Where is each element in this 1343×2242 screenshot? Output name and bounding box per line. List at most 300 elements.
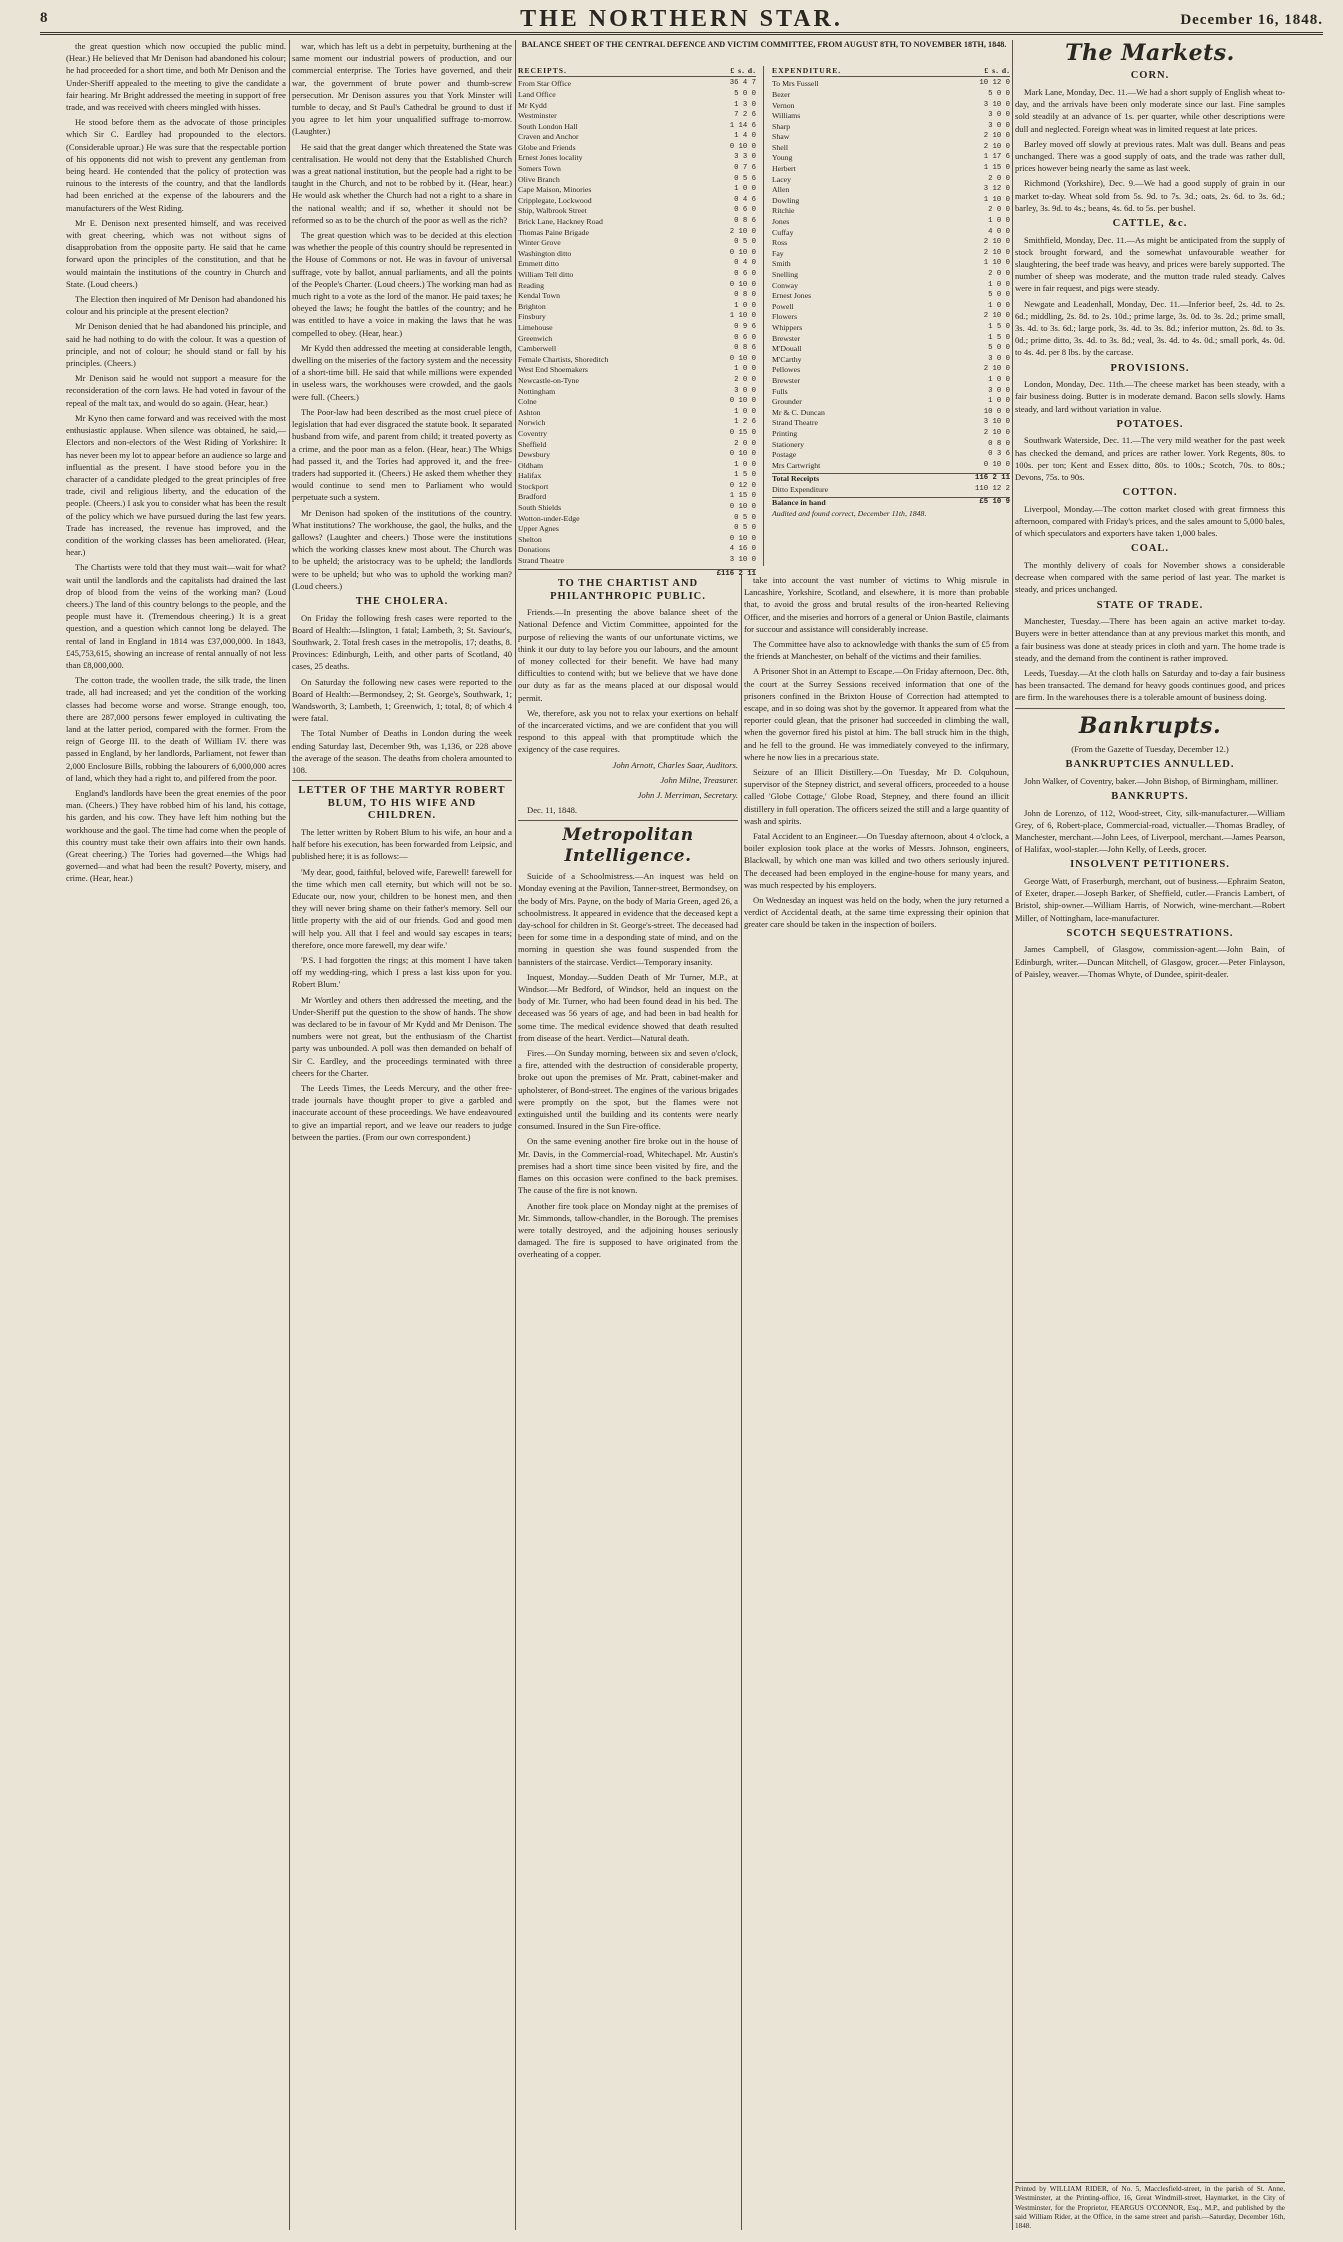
row-label: Nottingham bbox=[518, 386, 556, 396]
row-label: Sheffield bbox=[518, 439, 547, 449]
row-label: Pellowes bbox=[772, 365, 801, 375]
table-row bbox=[518, 429, 756, 440]
row-label: Whippers bbox=[772, 322, 803, 332]
paragraph: Smithfield, Monday, Dec. 11.—As might be anticipated from the supply of stock brought forward, and the somewhat unfavourable weather for slaughtering, the beef trade was heavy, and prices were barely supported. The number of sheep was moderate, and the mutton trade ruled steady. Calves were in fair request, and pigs were steady. bbox=[1015, 234, 1285, 294]
row-amount: 2 10 0 bbox=[729, 227, 756, 236]
row-label: Halifax bbox=[518, 471, 542, 481]
paragraph: 'My dear, good, faithful, beloved wife, Farewell! farewell for the time which men call eternity, but which will not be so. Educate our, now your, children to be honest men, and then they will never bring shame on their father's memory. Sell our little property with the aid of our friends. God and good men will help you. All that I feel and would say escapes in tears; therefore, once more farewell, my dear wife.' bbox=[292, 866, 512, 950]
row-label: Olive Branch bbox=[518, 174, 560, 184]
row-amount: 1 5 0 bbox=[734, 471, 756, 480]
table-row bbox=[772, 334, 1010, 345]
row-label: Globe and Friends bbox=[518, 142, 576, 152]
row-label: Sharp bbox=[772, 121, 791, 131]
row-label: Cripplegate, Lockwood bbox=[518, 195, 592, 205]
row-label: Ernest Jones locality bbox=[518, 153, 583, 163]
row-amount: 0 6 0 bbox=[734, 206, 756, 215]
paragraph: war, which has left us a debt in perpetuity, burthening at the same moment our industrial powers of production, and our commercial enterprise. The Tories have governed, and their war, the government of brute power and thumb-screw persecution. Mr Denison assures you that York Minster will tumble to decay, and St Paul's Cathedral be ground to dust if you agree to let him your unqualified suffrage to-morrow. (Laughter.) bbox=[292, 41, 512, 137]
column-1 bbox=[66, 40, 286, 2230]
table-row bbox=[772, 111, 1010, 122]
masthead bbox=[40, 6, 1323, 35]
summary-row bbox=[772, 485, 1010, 496]
paragraph: The letter written by Robert Blum to his wife, an hour and a half before his execution, has been forwarded from Leipsic, and published here; it is as follows:— bbox=[292, 826, 512, 862]
row-amount: 2 0 0 bbox=[734, 439, 756, 448]
row-label: Land Office bbox=[518, 89, 556, 99]
table-row bbox=[772, 450, 1010, 461]
row-label: Grounder bbox=[772, 397, 802, 407]
table-row bbox=[772, 418, 1010, 429]
summary-label: Total Receipts bbox=[772, 474, 820, 484]
table-row bbox=[772, 132, 1010, 143]
potatoes-heading: POTATOES. bbox=[1116, 418, 1184, 430]
row-amount: 4 0 0 bbox=[988, 227, 1010, 236]
row-label: Ross bbox=[772, 238, 788, 248]
table-row bbox=[772, 206, 1010, 217]
audit-note: Audited and found correct, December 11th, 1848. bbox=[772, 509, 927, 519]
corn-heading: CORN. bbox=[1130, 70, 1170, 82]
row-label: Cape Maison, Minories bbox=[518, 185, 592, 195]
row-amount: 0 5 0 bbox=[734, 238, 756, 247]
paragraph: Seizure of an Illicit Distillery.—On Tuesday, Mr D. Colquhoun, supervisor of the Stepney district, and several officers, proceeded to a house called 'Globe Cottage,' Globe Road, Stepney, and there found an illicit distillery in full operation. The officers seized the still and a large quantity of wash and spirits. bbox=[744, 767, 1009, 826]
table-row bbox=[772, 387, 1010, 398]
row-amount: 1 0 0 bbox=[988, 280, 1010, 289]
issue-date: December 16, 1848. bbox=[1180, 12, 1323, 28]
table-row bbox=[518, 281, 756, 292]
row-amount: 0 10 0 bbox=[729, 397, 756, 406]
row-label: Shell bbox=[772, 142, 789, 152]
row-label: Smith bbox=[772, 259, 791, 269]
cholera-heading: THE CHOLERA. bbox=[355, 595, 449, 607]
table-row bbox=[772, 365, 1010, 376]
table-row bbox=[518, 408, 756, 419]
row-amount: 1 5 0 bbox=[988, 333, 1010, 342]
row-label: Mr & C. Duncan bbox=[772, 407, 825, 417]
paragraph: Another fire took place on Monday night at the premises of Mr. Simmonds, tallow-chandler, in the Borough. The premises were totally destroyed, and the adjoining houses seriously damaged. The fire is supposed to have originated from the overheating of a copper. bbox=[518, 1200, 738, 1260]
summary-value: 110 12 2 bbox=[974, 484, 1010, 493]
table-row bbox=[518, 175, 756, 186]
table-row bbox=[518, 90, 756, 101]
row-amount: 0 10 0 bbox=[729, 248, 756, 257]
summary-label: Balance in hand bbox=[772, 498, 826, 508]
row-amount: 5 0 0 bbox=[734, 89, 756, 98]
cotton-heading: COTTON. bbox=[1122, 487, 1178, 499]
paragraph: A Prisoner Shot in an Attempt to Escape.—On Friday afternoon, Dec. 8th, the court at the Surrey Sessions received information that one of the prisoners confined in the Brixton House of Correction had attempted to escape, and in so doing was shot by the governor. It appeared from what the reporter could glean, that the prisoner had succeeded in climbing the wall, when the governor fired his pistol at him. The ball struck him in the thigh, and he fell to the ground. He was immediately conveyed to the infirmary, where he now lies in a precarious state. bbox=[744, 666, 1009, 762]
row-amount: 1 0 0 bbox=[734, 185, 756, 194]
table-row bbox=[518, 376, 756, 387]
row-label: Coventry bbox=[518, 428, 548, 438]
row-label: Kendal Town bbox=[518, 291, 560, 301]
row-amount: 0 5 0 bbox=[734, 513, 756, 522]
table-row bbox=[772, 228, 1010, 239]
row-label: Stockport bbox=[518, 481, 549, 491]
column-3 bbox=[518, 574, 738, 2230]
row-amount: 1 15 0 bbox=[729, 492, 756, 501]
signature: John J. Merriman, Secretary. bbox=[637, 790, 738, 801]
row-label: Colne bbox=[518, 397, 537, 407]
row-label: Norwich bbox=[518, 418, 546, 428]
table-row bbox=[772, 122, 1010, 133]
paragraph: Fires.—On Sunday morning, between six and seven o'clock, a fire, attended with the destruction of considerable property, broke out upon the premises of Mr. Pratt, cabinet-maker and upholsterer, of Bond-street. The engines of the various brigades were promptly on the spot, but the flames were not extinguished until the building and its contents were nearly consumed. Insured in the Sun Fire-office. bbox=[518, 1048, 738, 1132]
row-label: M'Carthy bbox=[772, 354, 802, 364]
table-row bbox=[518, 482, 756, 493]
paragraph: On Friday the following fresh cases were reported to the Board of Health:—Islington, 1 fatal; Lambeth, 3; St. Saviour's, Southwark, 2. Total fresh cases in the metropolis, 17; deaths, 8. Provinces: Edinburgh, Leith, and other parts of Scotland, 40 cases, 25 deaths. bbox=[292, 612, 512, 672]
paragraph: The Committee have also to acknowledge with thanks the sum of £5 from the friends at Manchester, on behalf of the victims and their families. bbox=[744, 639, 1009, 662]
row-amount: 0 6 0 bbox=[734, 270, 756, 278]
dateline: Dec. 11, 1848. bbox=[527, 805, 578, 816]
row-label: Mrs Cartwright bbox=[772, 460, 821, 470]
row-label: Brighton bbox=[518, 301, 546, 311]
table-row bbox=[772, 440, 1010, 451]
row-amount: 3 10 0 bbox=[983, 100, 1010, 109]
table-row bbox=[518, 545, 756, 556]
row-label: M'Douall bbox=[772, 344, 802, 354]
row-label: Greenwich bbox=[518, 333, 553, 343]
row-label: Cuffay bbox=[772, 227, 794, 237]
table-row bbox=[518, 461, 756, 472]
row-amount: 1 0 0 bbox=[988, 397, 1010, 406]
divider bbox=[1015, 708, 1285, 709]
row-label: Williams bbox=[772, 111, 801, 121]
paragraph: Mr Kydd then addressed the meeting at considerable length, dwelling on the miseries of the factory system and the necessity of a short-time bill. He said that while millions were expended in useless wars, the workhouses were crowded, and the gaols were full. (Cheers.) bbox=[292, 342, 512, 402]
row-amount: 4 16 0 bbox=[729, 545, 756, 554]
summary-row bbox=[772, 497, 1010, 509]
gazette-note: (From the Gazette of Tuesday, December 12.) bbox=[1071, 744, 1229, 755]
paragraph: He said that the great danger which threatened the State was centralisation. He would not deny that the Established Church was a great national institution, but the people had a right to be taught in the Church, and not to be robbed by it. (Hear, hear.) He would ask whether the Church had not a right to a share in the national wealth; and if so, whether it should not be reformed so as to be the church of the poor as well as the rich? bbox=[292, 141, 512, 225]
sequestrations-heading: SCOTCH SEQUESTRATIONS. bbox=[1066, 927, 1234, 939]
table-row bbox=[518, 302, 756, 313]
table-row bbox=[518, 323, 756, 334]
row-amount: 1 5 0 bbox=[988, 322, 1010, 331]
row-label: Flowers bbox=[772, 312, 798, 322]
annulled-heading: BANKRUPTCIES ANNULLED. bbox=[1065, 759, 1235, 771]
table-row bbox=[518, 355, 756, 366]
table-row bbox=[518, 153, 756, 164]
row-amount: 1 4 0 bbox=[734, 132, 756, 141]
paragraph: George Watt, of Fraserburgh, merchant, out of business.—Ephraim Seaton, of Exeter, draper.—Joseph Barker, of Sheffield, cutler.—Francis Lambert, of Bristol, ship-owner.—William Harris, of Norwich, wine-merchant.—Robert Miller, of Nottingham, lace-manufacturer. bbox=[1015, 876, 1285, 923]
paragraph: Richmond (Yorkshire), Dec. 9.—We had a good supply of grain in our market to-day. Wheat sold from 5s. 9d. to 7s. 3d.; oats, 2s. 6d. to 3s. 6d.; barley, 3s. 9d. to 4s.; beans, 4s. 6d. to 5s. per bushel. bbox=[1015, 178, 1285, 213]
table-row bbox=[518, 440, 756, 451]
row-amount: 0 12 0 bbox=[729, 481, 756, 490]
table-row bbox=[772, 376, 1010, 387]
row-label: To Mrs Fussell bbox=[772, 79, 819, 89]
row-label: South London Hall bbox=[518, 121, 578, 131]
table-row bbox=[518, 535, 756, 546]
row-label: Ritchie bbox=[772, 206, 795, 216]
table-row bbox=[772, 185, 1010, 196]
row-amount: 1 17 6 bbox=[983, 153, 1010, 162]
paragraph: Friends.—In presenting the above balance sheet of the National Defence and Victim Committee, appointed for the purpose of relieving the wants of our unfortunate victims, we think it our duty to lay before you our labours, and the amount of money collected for their benefit. We have had many difficulties to contend with; but we believe that we have done our duty as far as the means placed at our disposal would permit. bbox=[518, 607, 738, 703]
paragraph: The cotton trade, the woollen trade, the silk trade, the linen trade, all had increased; and yet the condition of the working classes had become worse and worse. Strange enough, too, there are 287,000 persons fewer employed in cultivating the land at the latter period, compared with the former. From the reign of George III. to the death of William IV. there was passed in England, by her landlords, Parliament, not fewer than 2,000 Enclosure Bills, robbing the labourers of 6,000,000 acres of land, which they had a right to, and pilfered from the poor. bbox=[66, 675, 286, 783]
table-row bbox=[518, 228, 756, 239]
expenditure-header bbox=[772, 66, 1010, 77]
row-amount: 0 8 0 bbox=[734, 291, 756, 300]
row-label: Limehouse bbox=[518, 322, 553, 332]
insolvent-heading: INSOLVENT PETITIONERS. bbox=[1070, 859, 1230, 871]
receipts-table bbox=[518, 66, 756, 578]
row-amount: 0 6 0 bbox=[734, 333, 756, 342]
row-amount: 0 10 0 bbox=[729, 503, 756, 512]
row-amount: 0 8 6 bbox=[734, 344, 756, 353]
letter-heading: LETTER OF THE MARTYR ROBERT BLUM, TO HIS WIFE AND CHILDREN. bbox=[298, 785, 506, 822]
row-amount: 0 3 6 bbox=[988, 450, 1010, 459]
row-label: Donations bbox=[518, 545, 551, 555]
row-amount: 10 12 0 bbox=[979, 79, 1010, 88]
row-label: Vernon bbox=[772, 100, 795, 110]
row-amount: 7 2 6 bbox=[734, 111, 756, 120]
paragraph: the great question which now occupied the public mind. (Hear.) He believed that Mr Denison had abandoned his colour; he had proceeded for a short time, and both Mr Denison and the Under-Sheriff appealed to the meeting to give the candidate a fair hearing. Mr Bright addressed the meeting in support of free trade, and was received with cheers mingled with hisses. bbox=[66, 41, 286, 113]
table-row bbox=[772, 429, 1010, 440]
receipts-header bbox=[518, 66, 756, 77]
table-row bbox=[772, 291, 1010, 302]
row-amount: 0 10 0 bbox=[729, 142, 756, 151]
row-label: William Tell ditto bbox=[518, 270, 574, 279]
row-amount: 1 15 0 bbox=[983, 164, 1010, 173]
row-label: Brewster bbox=[772, 333, 801, 343]
summary-row bbox=[772, 473, 1010, 485]
row-amount: 0 9 6 bbox=[734, 322, 756, 331]
paragraph: John de Lorenzo, of 112, Wood-street, City, silk-manufacturer.—William Grey, of 6, Robert-place, Commercial-road, victualler.—Thomas Bradley, of Manchester, merchant.—John Lees, of Liverpool, merchant.—James Pearson, of Halifax, wool-stapler.—John Kelly, of Leeds, grocer. bbox=[1015, 807, 1285, 855]
table-row bbox=[772, 164, 1010, 175]
row-label: Powell bbox=[772, 301, 794, 311]
row-amount: 0 10 0 bbox=[729, 354, 756, 363]
table-row bbox=[518, 270, 756, 281]
page-number: 8 bbox=[40, 10, 48, 26]
row-label: Emmett ditto bbox=[518, 259, 559, 269]
table-row bbox=[518, 111, 756, 122]
row-label: South Shields bbox=[518, 503, 562, 513]
row-label: Finsbury bbox=[518, 312, 546, 322]
balance-sheet-title: BALANCE SHEET OF THE CENTRAL DEFENCE AND VICTIM COMMITTEE, FROM AUGUST 8TH, TO NOVEMBER 18TH, 1848. bbox=[521, 40, 1007, 49]
row-amount: 3 0 0 bbox=[988, 386, 1010, 395]
row-label: Dowling bbox=[772, 195, 800, 205]
table-row bbox=[518, 492, 756, 503]
table-row bbox=[518, 418, 756, 429]
row-label: Thomas Paine Brigade bbox=[518, 227, 590, 237]
row-label: Craven and Anchor bbox=[518, 132, 579, 142]
table-row bbox=[518, 397, 756, 408]
row-amount: 3 12 0 bbox=[983, 185, 1010, 194]
row-amount: 1 14 6 bbox=[729, 121, 756, 130]
row-amount: 2 10 0 bbox=[983, 238, 1010, 247]
row-label: Lacey bbox=[772, 174, 792, 184]
signature: John Milne, Treasurer. bbox=[660, 774, 738, 785]
row-label: Jones bbox=[772, 217, 790, 227]
paragraph: The monthly delivery of coals for November shows a considerable decrease when compared with the same period of last year. The market is steady, and prices unchanged. bbox=[1015, 560, 1285, 595]
paragraph: The great question which was to be decided at this election was whether the people of this country should be represented in the House of Commons or not. He was in favour of universal suffrage, vote by ballot, annual parliaments, and all the points of the People's Charter. (Loud cheers.) The working man had as much right to a vote as the lord of the manor. He paid taxes; he obeyed the laws; he fought the battles of the country; and he was entitled to have a voice in making the laws that he was compelled to obey. (Hear, hear.) bbox=[292, 230, 512, 338]
column-2 bbox=[292, 40, 512, 2230]
paragraph: The Chartists were told that they must wait—wait for what? wait until the landlords and the capitalists had drained the last drop of blood from the veins of the working man? (Loud cheers.) The land of this country belongs to the people, and the people must have it. (Tremendous cheering.) It is a great question, and a question which cannot long be delayed. The rental of land in England in 1814 was £37,000,000. In 1843, £45,753,615, showing an increase of rental annually of not less than £8,000,000. bbox=[66, 562, 286, 670]
row-label: Brewster bbox=[772, 375, 801, 385]
row-amount: 1 10 0 bbox=[729, 312, 756, 321]
row-amount: 3 3 0 bbox=[734, 153, 756, 162]
row-amount: 1 10 0 bbox=[983, 195, 1010, 204]
paragraph: Manchester, Tuesday.—There has been again an active market to-day. Buyers were in better attendance than at any previous market this month, and a fair business was done at steady prices in cloth and yarn. The home trade is steady, and the demand from the continent is rather improved. bbox=[1015, 616, 1285, 663]
row-label: Dewsbury bbox=[518, 450, 551, 460]
row-label: Shaw bbox=[772, 132, 790, 142]
table-row bbox=[518, 387, 756, 398]
table-row bbox=[518, 365, 756, 376]
table-row bbox=[772, 217, 1010, 228]
currency-label: £ s. d. bbox=[730, 66, 756, 75]
row-label: Postage bbox=[772, 450, 797, 460]
row-amount: 2 10 0 bbox=[983, 248, 1010, 257]
row-label: Bradford bbox=[518, 492, 547, 502]
column-4 bbox=[744, 574, 1009, 2230]
table-row bbox=[772, 323, 1010, 334]
paragraph: Barley moved off slowly at previous rates. Malt was dull. Beans and peas unchanged. There was a good supply of oats, and the trade was rather dull, prices however being nearly the same as last week. bbox=[1015, 138, 1285, 174]
chartist-address-heading: TO THE CHARTIST AND PHILANTHROPIC PUBLIC. bbox=[550, 578, 706, 602]
row-label: Herbert bbox=[772, 164, 796, 174]
row-label: Wotton-under-Edge bbox=[518, 513, 580, 523]
paragraph: On Saturday the following new cases were reported to the Board of Health:—Bermondsey, 2; St. George's, Southwark, 1; Wandsworth, 3; Lambeth, 1; Greenwich, 1; total, 8; of which 4 were fatal. bbox=[292, 676, 512, 724]
row-amount: 0 5 6 bbox=[734, 174, 756, 183]
row-amount: 2 10 0 bbox=[983, 312, 1010, 321]
row-label: Ship, Walbrook Street bbox=[518, 206, 587, 216]
row-amount: 3 10 0 bbox=[729, 556, 756, 565]
row-amount: 10 0 0 bbox=[983, 407, 1010, 416]
paragraph: Mr E. Denison next presented himself, and was received with great cheering, which was not without signs of disapprobation from the opposite party. He said that he came forward upon the principles of the constitution, and that he would maintain the institutions of the country in Church and State. (Loud cheers.) bbox=[66, 217, 286, 289]
table-row bbox=[772, 270, 1010, 281]
table-row bbox=[772, 153, 1010, 164]
table-row bbox=[518, 206, 756, 217]
table-row bbox=[518, 312, 756, 323]
row-amount: 1 3 0 bbox=[734, 100, 756, 109]
row-amount: 0 10 0 bbox=[729, 450, 756, 459]
row-amount: 1 0 0 bbox=[734, 460, 756, 469]
row-label: Newcastle-on-Tyne bbox=[518, 375, 579, 385]
table-divider bbox=[763, 66, 764, 566]
column-rule bbox=[289, 40, 290, 2230]
row-label: Fay bbox=[772, 248, 784, 258]
table-row bbox=[518, 132, 756, 143]
table-row bbox=[518, 471, 756, 482]
paragraph: On the same evening another fire broke out in the house of Mr. Davis, in the Commercial-road, Whitechapel. Mr. Austin's premises had a short time since been visited by fire, and the flames on this occasion were confined to the back premises. The cause of the fire is not known. bbox=[518, 1136, 738, 1196]
table-row bbox=[772, 461, 1010, 472]
row-label: Westminster bbox=[518, 111, 557, 121]
paragraph: Fatal Accident to an Engineer.—On Tuesday afternoon, about 4 o'clock, a boiler explosion took place at the works of Messrs. Johnson, engineers, Blackwall, by which one man was killed and two others seriously injured. The deceased had been employed in the engine-house for many years, and was much respected by his employers. bbox=[744, 831, 1009, 890]
row-amount: 5 0 0 bbox=[988, 291, 1010, 300]
row-amount: 5 0 0 bbox=[988, 89, 1010, 98]
row-amount: 3 0 0 bbox=[988, 121, 1010, 130]
paragraph: Mr Denison had spoken of the institutions of the country. What institutions? The workhouse, the gaol, the hulks, and the gallows? (Laughter and cheers.) Those were the institutions which the working classes knew most about. The Church was to be upheld; the aristocracy was to be upheld; the landlords were to be upheld; but who was to uphold the working man? (Loud cheers.) bbox=[292, 507, 512, 591]
row-amount: 1 2 6 bbox=[734, 418, 756, 427]
table-row bbox=[518, 79, 756, 90]
table-row bbox=[518, 101, 756, 112]
printer-imprint: Printed by WILLIAM RIDER, of No. 5, Macclesfield-street, in the parish of St. Anne, Westminster, at the Printing-office, 16, Great Windmill-street, Haymarket, in the City of Westminster, for the Proprietor, FEARGUS O'CONNOR, Esq., M.P., and published by the said William Rider, at the Office, in the same street and parish.—Saturday, December 16th, 1848. bbox=[1015, 2182, 1285, 2232]
row-amount: 2 10 0 bbox=[983, 428, 1010, 437]
row-amount: 1 0 0 bbox=[734, 301, 756, 310]
paragraph: Liverpool, Monday.—The cotton market closed with great firmness this afternoon, compared with Friday's prices, and the sales amount to 5,000 bales, of which speculators and exporters have taken 1,000 bales. bbox=[1015, 503, 1285, 539]
table-row bbox=[772, 175, 1010, 186]
paragraph: Mr Denison said he would not support a measure for the reconsideration of the corn laws. He had voted in favour of the repeal of the malt tax, and would do so again. (Hear, hear.) bbox=[66, 373, 286, 408]
row-label: Winter Grove bbox=[518, 238, 561, 248]
receipts-total: £116 2 11 bbox=[716, 569, 756, 578]
expenditure-label: EXPENDITURE. bbox=[772, 66, 842, 75]
row-amount: 0 7 6 bbox=[734, 164, 756, 173]
metropolitan-heading: Metropolitan Intelligence. bbox=[562, 825, 694, 866]
row-label: Somers Town bbox=[518, 164, 561, 174]
summary-value: £5 10 9 bbox=[979, 498, 1010, 507]
table-row bbox=[518, 196, 756, 207]
row-amount: 1 0 0 bbox=[988, 217, 1010, 226]
row-amount: 0 4 6 bbox=[734, 195, 756, 204]
table-row bbox=[518, 164, 756, 175]
balance-sheet bbox=[518, 66, 1010, 578]
audit-note-row bbox=[772, 509, 1010, 520]
table-row bbox=[518, 185, 756, 196]
paragraph: take into account the vast number of victims to Whig misrule in Lancashire, Yorkshire, Scotland, and elsewhere, it is more than probable that, to avoid the gross and brutal results of the iron-hearted Relieving Officer, and the miseries and horrors of a general or Union Bastile, claimants for succour and assistance will considerably increase. bbox=[744, 575, 1009, 634]
row-label: Washington ditto bbox=[518, 248, 572, 258]
table-row bbox=[772, 196, 1010, 207]
row-amount: 2 0 0 bbox=[734, 375, 756, 384]
row-label: Camberwell bbox=[518, 344, 557, 354]
paragraph: On Wednesday an inquest was held on the body, when the jury returned a verdict of Accidental death, at the same time expressing their opinion that greater care should be taken in the inspection of boilers. bbox=[744, 895, 1009, 930]
row-amount: 3 0 0 bbox=[988, 111, 1010, 120]
row-label: Reading bbox=[518, 280, 544, 290]
paragraph: He stood before them as the advocate of those principles which Sir C. Eardley had propounded to the electors. (Considerable uproar.) He was sure that the respectable portion of his opponents did not wish to prevent any gentleman from being heard. He contended that the policy of protection was ruinous to the interests of the country, and that the landlords had been enriched at the expense of the labourers and the manufacturers of the West Riding. bbox=[66, 117, 286, 213]
row-amount: 3 0 0 bbox=[734, 386, 756, 395]
row-amount: 2 0 0 bbox=[988, 174, 1010, 183]
row-label: Shelton bbox=[518, 534, 542, 544]
row-amount: 0 10 0 bbox=[729, 534, 756, 543]
row-label: Snelling bbox=[772, 270, 798, 279]
paragraph: Southwark Waterside, Dec. 11.—The very mild weather for the past week has checked the demand, and prices are rather lower. York Regents, 80s. to 100s. per ton; Kent and Essex ditto, 80s. to 100s.; Scotch, 70s. to 80s.; Devons, 75s. to 90s. bbox=[1015, 435, 1285, 483]
row-amount: 0 15 0 bbox=[729, 428, 756, 437]
paragraph: The Leeds Times, the Leeds Mercury, and the other free-trade journals have thought proper to give a garbled and inaccurate account of these proceedings. We have endeavoured to give an impartial report, and we leave our readers to judge between the parties. (From our own correspondent.) bbox=[292, 1083, 512, 1142]
summary-value: 116 2 11 bbox=[974, 474, 1010, 483]
signature: John Arnott, Charles Saar, Auditors. bbox=[612, 759, 738, 770]
state-of-trade-heading: STATE OF TRADE. bbox=[1096, 599, 1204, 611]
row-label: Allen bbox=[772, 185, 790, 195]
paragraph: Suicide of a Schoolmistress.—An inquest was held on Monday evening at the Pavilion, Tanner-street, Bermondsey, on the body of Mrs. Payne, on the body of Maria Green, aged 26, a schoolmistress. It appeared in evidence that the deceased kept a day-school for children in St. George's-street. The deceased had been for some time in a desponding state of mind, and on the morning in question she was found suspended from the bannisters of the staircase. Verdict—Temporary insanity. bbox=[518, 871, 738, 967]
bankrupts-subheading: BANKRUPTS. bbox=[1111, 791, 1189, 803]
row-label: Female Chartists, Shoreditch bbox=[518, 354, 609, 364]
divider bbox=[292, 780, 512, 781]
row-amount: 0 10 0 bbox=[983, 460, 1010, 469]
currency-label: £ s. d. bbox=[984, 66, 1010, 75]
row-label: Fulls bbox=[772, 386, 788, 396]
summary-label: Ditto Expenditure bbox=[772, 484, 829, 494]
row-amount: 3 0 0 bbox=[988, 354, 1010, 363]
table-row bbox=[518, 291, 756, 302]
row-amount: 5 0 0 bbox=[988, 344, 1010, 353]
markets-column bbox=[1015, 40, 1285, 2178]
table-row bbox=[518, 143, 756, 154]
expenditure-table bbox=[772, 66, 1010, 566]
paragraph: The Total Number of Deaths in London during the week ending Saturday last, December 9th, was 1,136, or 228 above the average of the season. The deaths from cholera amounted to 108. bbox=[292, 728, 512, 775]
paragraph: James Campbell, of Glasgow, commission-agent.—John Bain, of Edinburgh, writer.—Duncan Mitchell, of Glasgow, grocer.—Peter Finlayson, of Paisley, weaver.—Thomas Whyte, of Dundee, spirit-dealer. bbox=[1015, 944, 1285, 979]
table-row bbox=[772, 344, 1010, 355]
newspaper-title: THE NORTHERN STAR. bbox=[520, 6, 843, 32]
table-row bbox=[518, 122, 756, 133]
table-row bbox=[772, 90, 1010, 101]
row-label: Conway bbox=[772, 280, 798, 290]
column-rule bbox=[1012, 40, 1013, 2230]
row-amount: 0 10 0 bbox=[729, 280, 756, 289]
row-amount: 2 10 0 bbox=[983, 132, 1010, 141]
table-row bbox=[772, 408, 1010, 419]
table-row bbox=[518, 503, 756, 514]
paragraph: 'P.S. I had forgotten the rings; at this moment I have taken off my wedding-ring, which I press a last kiss upon for you. Robert Blum.' bbox=[292, 954, 512, 990]
row-label: Young bbox=[772, 153, 793, 163]
paragraph: Mr Kyno then came forward and was received with the most enthusiastic applause. When silence was obtained, he said,—Electors and non-electors of the West Riding of Yorkshire: It has never been my lot to appear before an audience so large and influential as the present. I have stood before you in the character of a candidate pledged to the great principles of free trade, civil and religious liberty, and the education of the people. (Cheers.) I ask you to consider what has been the result of the policy which we have pursued during the last few years. Trade has increased, the revenue has improved, and the condition of the working classes has been ameliorated. (Hear, hear.) bbox=[66, 412, 286, 558]
paragraph: Newgate and Leadenhall, Monday, Dec. 11.—Inferior beef, 2s. 4d. to 2s. 6d.; middling, 2s. 8d. to 2s. 10d.; prime large, 3s. 0d. to 3s. 2d.; prime small, 3s. 4d. to 3s. 6d.; large pork, 3s. 4d. to 3s. 8d.; inferior mutton, 2s. 8d. to 3s. 0d.; prime ditto, 3s. 4d. to 3s. 8d.; veal, 3s. 4d. to 4s. 0d.; small pork, 4s. 0d. to 4s. 4d. per 8 lbs. by the carcase. bbox=[1015, 298, 1285, 358]
table-row bbox=[518, 450, 756, 461]
column-rule bbox=[515, 40, 516, 2230]
row-amount: 1 0 0 bbox=[988, 301, 1010, 310]
row-label: Oldham bbox=[518, 460, 544, 470]
table-row bbox=[518, 249, 756, 260]
table-row bbox=[772, 355, 1010, 366]
